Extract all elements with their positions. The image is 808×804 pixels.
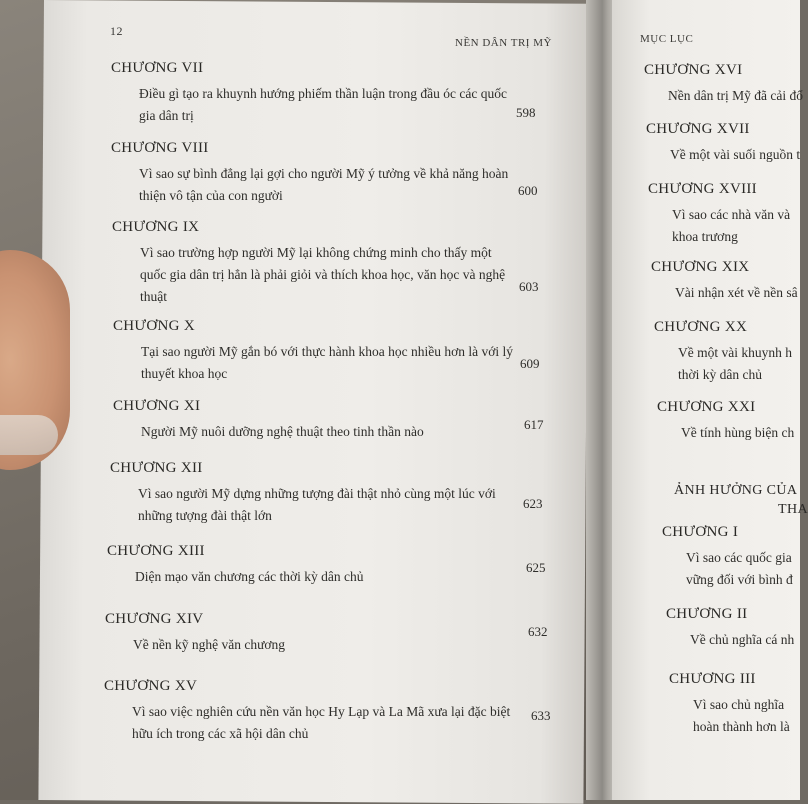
page-ref: 609 xyxy=(520,356,540,371)
desc-line: thời kỳ dân chủ xyxy=(678,367,762,382)
toc-entry-xii xyxy=(110,460,496,527)
chapter-title: CHƯƠNG I xyxy=(662,524,739,540)
desc-line: Về nền kỹ nghệ văn chương xyxy=(133,637,286,652)
chapter-title: CHƯƠNG XXI xyxy=(657,399,756,415)
desc-line: hữu ích trong các xã hội dân chủ xyxy=(132,726,309,741)
chapter-description xyxy=(690,629,794,651)
desc-line: gia dân trị xyxy=(139,108,194,123)
chapter-title: CHƯƠNG XII xyxy=(110,460,203,476)
page-ref: 632 xyxy=(528,624,548,639)
desc-line: hoàn thành hơn là xyxy=(693,719,790,734)
chapter-description xyxy=(141,421,424,443)
desc-line: những tượng đài thật lớn xyxy=(138,508,272,523)
running-head-right: MỤC LỤC xyxy=(640,33,694,45)
toc-entry-xx xyxy=(654,319,792,386)
chapter-title: CHƯƠNG XIII xyxy=(107,543,205,559)
desc-line: Diện mạo văn chương các thời kỳ dân chủ xyxy=(135,569,364,584)
right-page-clip xyxy=(612,0,808,800)
toc-entry-xvi xyxy=(644,62,803,107)
chapter-title: CHƯƠNG XIX xyxy=(651,259,750,275)
chapter-description xyxy=(668,85,803,107)
desc-line: Vì sao trường hợp người Mỹ lại không chứng minh cho thấy một xyxy=(140,245,492,260)
page-ref: 603 xyxy=(519,279,539,294)
chapter-title: CHƯƠNG XVI xyxy=(644,62,743,78)
chapter-title: CHƯƠNG XVII xyxy=(646,121,750,137)
desc-line: thiện vô tận của con người xyxy=(139,188,283,203)
chapter-description xyxy=(139,163,508,207)
toc-entry-xi xyxy=(113,398,424,443)
chapter-title: CHƯƠNG XV xyxy=(104,678,198,694)
chapter-description xyxy=(139,83,507,127)
running-head-left: NỀN DÂN TRỊ MỸ xyxy=(455,37,552,49)
toc-entry-i xyxy=(662,524,793,591)
desc-line: Vì sao các nhà văn và xyxy=(672,207,791,222)
chapter-description xyxy=(686,547,793,591)
toc-entry-xix xyxy=(651,259,798,304)
chapter-title: CHƯƠNG IX xyxy=(112,219,200,235)
chapter-title: CHƯƠNG XIV xyxy=(105,611,204,627)
chapter-description xyxy=(678,342,792,386)
part-heading-line1: ẢNH HƯỞNG CỦA xyxy=(674,483,798,498)
chapter-title: CHƯƠNG III xyxy=(669,671,756,687)
chapter-title: CHƯƠNG VII xyxy=(111,60,204,76)
page-ref: 633 xyxy=(531,708,551,723)
desc-line: Về một vài suối nguồn t xyxy=(670,147,801,162)
page-ref: 617 xyxy=(524,417,544,432)
toc-entry-ix xyxy=(112,219,505,308)
desc-line: Về tính hùng biện ch xyxy=(681,425,795,440)
chapter-description xyxy=(135,566,364,588)
desc-line: Người Mỹ nuôi dưỡng nghệ thuật theo tinh thần nào xyxy=(141,424,424,439)
toc-entry-xv xyxy=(104,678,510,745)
toc-entry-xiv xyxy=(105,611,285,656)
chapter-description xyxy=(141,341,513,385)
chapter-description xyxy=(670,144,800,166)
toc-entry-xvii xyxy=(646,121,800,166)
chapter-description xyxy=(672,204,790,248)
desc-line: Vì sao chủ nghĩa xyxy=(693,697,785,712)
desc-line: Vì sao người Mỹ dựng những tượng đài thật nhỏ cùng một lúc với xyxy=(138,486,496,501)
chapter-title: CHƯƠNG X xyxy=(113,318,195,334)
page-number: 12 xyxy=(110,24,123,38)
part-heading-line2: THA xyxy=(778,502,808,517)
chapter-title: CHƯƠNG II xyxy=(666,606,748,622)
desc-line: thuật xyxy=(140,289,167,304)
chapter-title: CHƯƠNG XX xyxy=(654,319,748,335)
chapter-title: CHƯƠNG VIII xyxy=(111,140,209,156)
toc-entry-x xyxy=(113,318,513,385)
desc-line: Vài nhận xét về nền sâ xyxy=(675,285,798,300)
page-ref: 623 xyxy=(523,496,543,511)
chapter-description xyxy=(140,242,505,308)
chapter-description xyxy=(132,701,510,745)
desc-line: Về một vài khuynh h xyxy=(678,345,792,360)
toc-entry-xviii xyxy=(648,181,790,248)
desc-line: quốc gia dân trị hẳn là phải giỏi và thích khoa học, văn học và nghệ xyxy=(140,267,506,282)
page-ref: 625 xyxy=(526,560,546,575)
desc-line: Điều gì tạo ra khuynh hướng phiếm thần luận trong đầu óc các quốc xyxy=(139,86,507,101)
chapter-description xyxy=(138,483,496,527)
chapter-description xyxy=(675,282,798,304)
page-ref: 598 xyxy=(516,105,536,120)
toc-entry-xxi xyxy=(657,399,794,444)
chapter-description xyxy=(693,694,790,738)
desc-line: Tại sao người Mỹ gắn bó với thực hành khoa học nhiều hơn là với lý xyxy=(141,344,514,359)
toc-entry-vii xyxy=(111,60,507,127)
finger xyxy=(0,415,58,455)
desc-line: khoa trương xyxy=(672,229,738,244)
chapter-title: CHƯƠNG XVIII xyxy=(648,181,757,197)
desc-line: Vì sao các quốc gia xyxy=(686,550,792,565)
toc-entry-viii xyxy=(111,140,508,207)
chapter-title: CHƯƠNG XI xyxy=(113,398,201,414)
desc-line: Nền dân trị Mỹ đã cải đổ xyxy=(668,88,803,103)
desc-line: vững đối với bình đ xyxy=(686,572,793,587)
desc-line: Vì sao sự bình đẳng lại gợi cho người Mỹ ý tưởng về khả năng hoàn xyxy=(139,166,509,181)
desc-line: thuyết khoa học xyxy=(141,366,228,381)
page-ref: 600 xyxy=(518,183,538,198)
toc-entry-xiii xyxy=(107,543,364,588)
chapter-description xyxy=(133,634,285,656)
toc-entry-ii xyxy=(666,606,794,651)
toc-entry-iii xyxy=(669,671,790,738)
chapter-description xyxy=(681,422,794,444)
desc-line: Về chủ nghĩa cá nh xyxy=(690,632,795,647)
desc-line: Vì sao việc nghiên cứu nền văn học Hy Lạp và La Mã xưa lại đặc biệt xyxy=(132,704,511,719)
